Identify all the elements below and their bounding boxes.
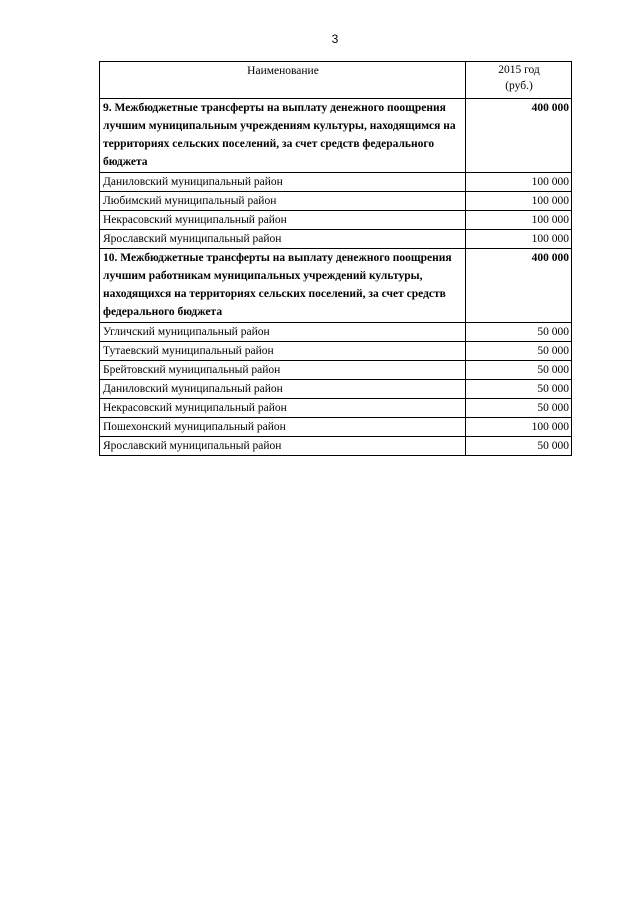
district-name: Пошехонский муниципальный район [100, 418, 466, 437]
table-row [100, 211, 572, 230]
district-value: 50 000 [466, 437, 572, 456]
section-title: 10. Межбюджетные трансферты на выплату денежного поощрения лучшим работникам муниципальных учреждений культуры, находящихся на территориях сельских поселений, за счет средств федерального бюджета [100, 249, 466, 323]
district-value: 100 000 [466, 211, 572, 230]
district-value: 50 000 [466, 323, 572, 342]
section-title: 9. Межбюджетные трансферты на выплату денежного поощрения лучшим муниципальным учреждениям культуры, находящимся на территориях сельских поселений, за счет средств федерального бюджета [100, 99, 466, 173]
section-total: 400 000 [466, 249, 572, 323]
district-value: 100 000 [466, 173, 572, 192]
column-header-year: 2015 год [498, 64, 540, 76]
page-number: 3 [331, 32, 339, 46]
column-header-unit: (руб.) [505, 80, 533, 92]
district-name: Угличский муниципальный район [100, 323, 466, 342]
district-value: 50 000 [466, 399, 572, 418]
district-name: Даниловский муниципальный район [100, 380, 466, 399]
table-row [100, 380, 572, 399]
district-name: Брейтовский муниципальный район [100, 361, 466, 380]
table-row [100, 173, 572, 192]
section-row [100, 99, 572, 173]
table-row [100, 192, 572, 211]
district-name: Ярославский муниципальный район [100, 437, 466, 456]
table-header-row [100, 62, 572, 99]
district-name: Любимский муниципальный район [100, 192, 466, 211]
district-value: 50 000 [466, 361, 572, 380]
district-name: Даниловский муниципальный район [100, 173, 466, 192]
district-name: Ярославский муниципальный район [100, 230, 466, 249]
district-name: Тутаевский муниципальный район [100, 342, 466, 361]
district-name: Некрасовский муниципальный район [100, 399, 466, 418]
section-row [100, 249, 572, 323]
district-value: 100 000 [466, 230, 572, 249]
table-row [100, 418, 572, 437]
district-name: Некрасовский муниципальный район [100, 211, 466, 230]
column-header-value [466, 62, 572, 99]
column-header-name: Наименование [100, 62, 466, 99]
table-row [100, 437, 572, 456]
district-value: 100 000 [466, 418, 572, 437]
district-value: 100 000 [466, 192, 572, 211]
budget-table [99, 61, 572, 456]
table-row [100, 361, 572, 380]
table-row [100, 323, 572, 342]
table-row [100, 230, 572, 249]
table-row [100, 342, 572, 361]
district-value: 50 000 [466, 380, 572, 399]
district-value: 50 000 [466, 342, 572, 361]
section-total: 400 000 [466, 99, 572, 173]
table-row [100, 399, 572, 418]
